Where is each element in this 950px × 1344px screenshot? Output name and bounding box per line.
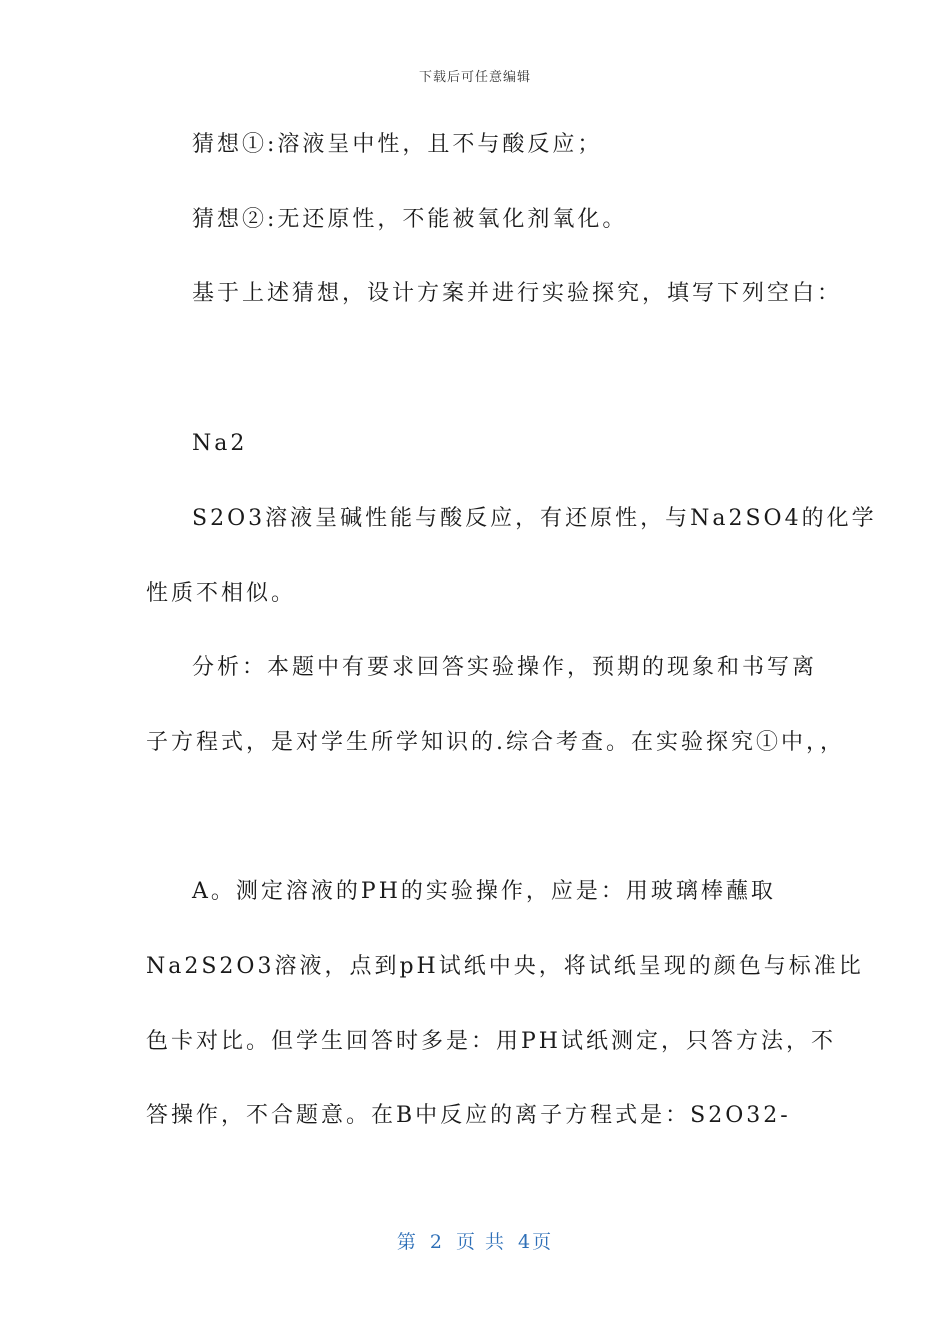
text-line-answer-a-cont-1: Na2S2O3溶液，点到pH试纸中央，将试纸呈现的颜色与标准比: [146, 954, 864, 979]
text-line-na2: Na2: [192, 431, 248, 456]
page-header: 下载后可任意编辑: [418, 70, 531, 85]
page-footer: [0, 1227, 950, 1254]
text-line-conclusion: S2O3溶液呈碱性能与酸反应，有还原性，与Na2SO4的化学: [192, 506, 877, 531]
footer-label-of: 页 共: [455, 1231, 507, 1253]
text-line-analysis: 分析：本题中有要求回答实验操作，预期的现象和书写离: [192, 655, 818, 680]
text-line-conclusion-cont: 性质不相似。: [146, 581, 297, 606]
footer-total-pages: 4页: [518, 1231, 554, 1253]
footer-label-page: 第: [396, 1231, 418, 1253]
text-line-answer-a: A。测定溶液的PH的实验操作，应是：用玻璃棒蘸取: [192, 879, 776, 904]
text-line-answer-a-cont-3: 答操作，不合题意。在B中反应的离子方程式是：S2O32-: [146, 1103, 791, 1128]
text-line-answer-a-cont-2: 色卡对比。但学生回答时多是：用PH试纸测定，只答方法，不: [146, 1029, 836, 1054]
text-line-hypothesis-1: 猜想①:溶液呈中性，且不与酸反应；: [192, 132, 603, 157]
footer-current-page: 2: [429, 1231, 444, 1253]
text-line-analysis-cont: 子方程式，是对学生所学知识的.综合考查。在实验探究①中，，: [146, 730, 845, 755]
text-line-hypothesis-2: 猜想②:无还原性，不能被氧化剂氧化。: [192, 207, 628, 232]
text-line-experiment-intro: 基于上述猜想，设计方案并进行实验探究，填写下列空白：: [192, 281, 843, 306]
